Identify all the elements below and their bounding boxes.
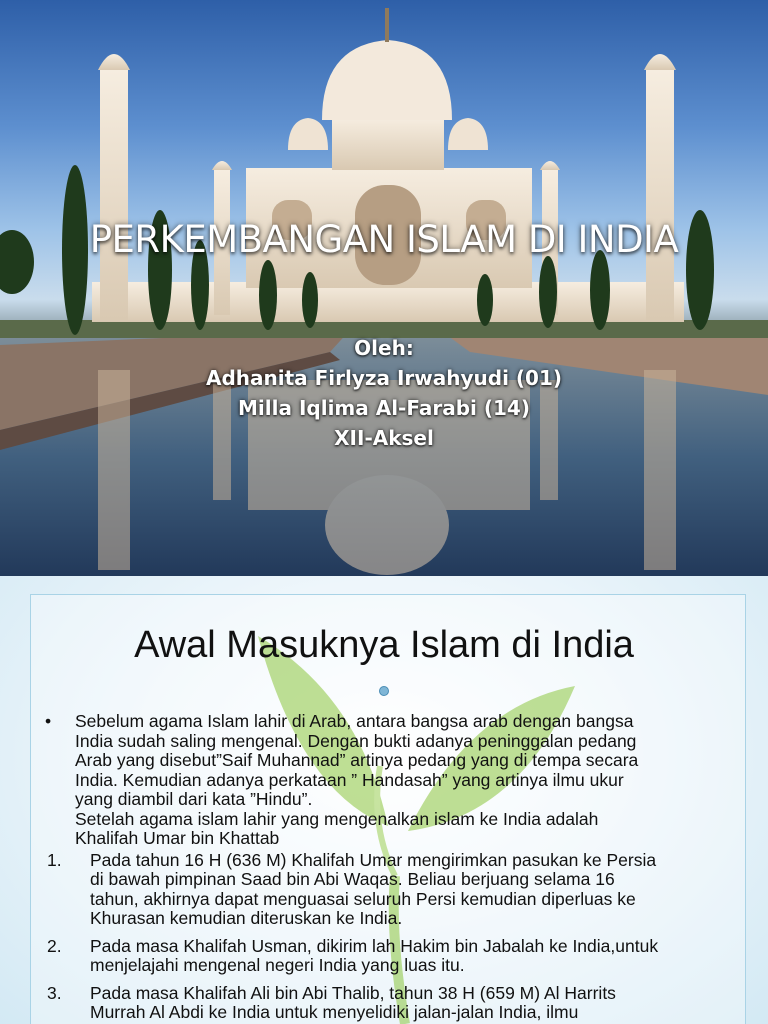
text-line: Pada masa Khalifah Usman, dikirim lah Hakim bin Jabalah ke India,untuk: [90, 935, 659, 956]
number-marker: 1.: [47, 849, 62, 870]
author-name: Adhanita Firlyza Irwahyudi (01): [205, 366, 563, 390]
list-item: [42, 712, 732, 849]
author-block: [0, 333, 768, 453]
text-line: Pada masa Khalifah Ali bin Abi Thalib, tahun 38 H (659 M) Al Harrits: [90, 982, 616, 1003]
text-line: Arab yang disebut”Saif Muhannad” artinya pedang yang di tempa secara: [75, 750, 639, 770]
text-line: Sebelum agama Islam lahir di Arab, antara bangsa arab dengan bangsa: [75, 711, 634, 731]
text-line: Setelah agama islam lahir yang mengenalkan islam ke India adalah: [75, 808, 599, 829]
circle-bullet-icon: [379, 686, 389, 696]
text-line: India. Kemudian adanya perkataan ” Handasah” yang artinya ilmu ukur: [75, 769, 624, 790]
text-line: menjelajahi mengenal negeri India yang luas itu.: [90, 955, 465, 975]
text-line: Khalifah Umar bin Khattab: [75, 828, 280, 848]
class-name: XII-Aksel: [334, 426, 434, 450]
bullet-marker: •: [45, 711, 52, 731]
slide-body: [42, 712, 732, 1023]
text-line: yang diambil dari kata ”Hindu”.: [75, 789, 313, 809]
text-line: Murrah Al Abdi ke India untuk menyelidiki jalan-jalan India, ilmu: [90, 1002, 579, 1022]
text-line: India sudah saling mengenal. Dengan bukti adanya peninggalan pedang: [75, 730, 637, 751]
text-line: tahun, akhirnya dapat menguasai seluruh Persi kemudian diperluas ke: [90, 888, 636, 909]
by-label: Oleh:: [354, 336, 414, 360]
list-item: [42, 937, 732, 976]
presentation-title: PERKEMBANGAN ISLAM DI INDIA: [89, 218, 679, 261]
text-line: di bawah pimpinan Saad bin Abi Waqas. Beliau berjuang selama 16: [90, 869, 615, 889]
number-marker: 3.: [47, 982, 62, 1003]
list-item: [42, 984, 732, 1023]
content-slide: [0, 576, 768, 1024]
number-marker: 2.: [47, 935, 62, 956]
text-line: Khurasan kemudian diteruskan ke India.: [90, 908, 403, 928]
slide-title: Awal Masuknya Islam di India: [134, 624, 634, 666]
author-name: Milla Iqlima Al-Farabi (14): [238, 396, 530, 420]
list-item: [42, 851, 732, 929]
text-line: Pada tahun 16 H (636 M) Khalifah Umar mengirimkan pasukan ke Persia: [90, 849, 657, 870]
